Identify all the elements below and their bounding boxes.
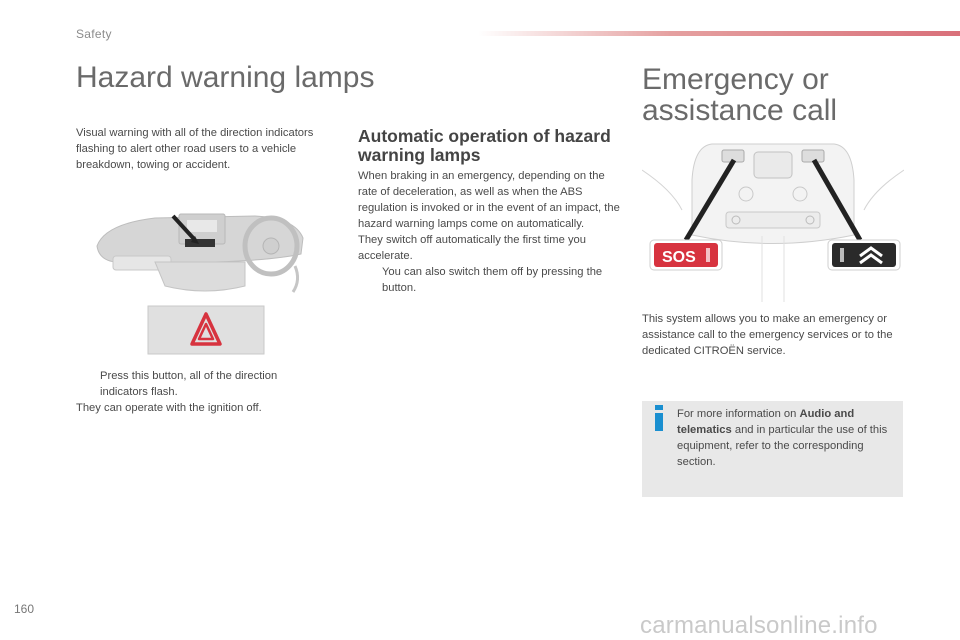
press-instructions — [76, 368, 326, 416]
automatic-bullet-text: You can also switch them off by pressing the button. — [382, 266, 603, 294]
hazard-title: Hazard warning lamps — [76, 61, 375, 94]
info-suffix: and in particular the use of this equipment, refer to the corresponding section. — [677, 424, 888, 468]
hazard-intro: Visual warning with all of the direction indicators flashing to alert other road users to a vehicle breakdown, towing or accident. — [76, 127, 314, 171]
dashboard-illustration — [95, 206, 305, 296]
bullet-mark — [358, 264, 382, 280]
ignition-text: They can operate with the ignition off. — [76, 402, 262, 414]
emergency-call-illustration — [642, 140, 904, 302]
header-rule — [478, 31, 960, 36]
emergency-paragraph: This system allows you to make an emergency or assistance call to the emergency services or to the dedicated CITROËN service. — [642, 313, 893, 357]
section-label: Safety — [76, 27, 112, 41]
sos-label: SOS — [662, 249, 696, 266]
hazard-button-illustration — [147, 305, 265, 355]
press-text: Press this button, all of the direction indicators flash. — [100, 370, 278, 398]
press-bullet — [76, 368, 326, 400]
info-icon — [653, 405, 665, 431]
bullet-mark — [76, 368, 100, 384]
automatic-paragraph-2: They switch off automatically the first time you accelerate. — [358, 234, 586, 262]
info-prefix: For more information on — [677, 408, 800, 420]
page-number: 160 — [14, 602, 35, 616]
watermark: carmanualsonline.info — [640, 612, 878, 639]
automatic-title: Automatic operation of hazard warning lamps — [358, 126, 611, 165]
emergency-title: Emergency or assistance call — [642, 63, 838, 127]
automatic-body — [358, 168, 620, 296]
info-bold: Audio and telematics — [677, 408, 855, 436]
info-text — [677, 406, 892, 470]
automatic-paragraph-1: When braking in an emergency, depending on the rate of deceleration, as well as when the ABS regulation is invoked or in the event of an impact, the hazard warning lamps come on automatically. — [358, 170, 620, 230]
automatic-bullet — [358, 264, 620, 296]
